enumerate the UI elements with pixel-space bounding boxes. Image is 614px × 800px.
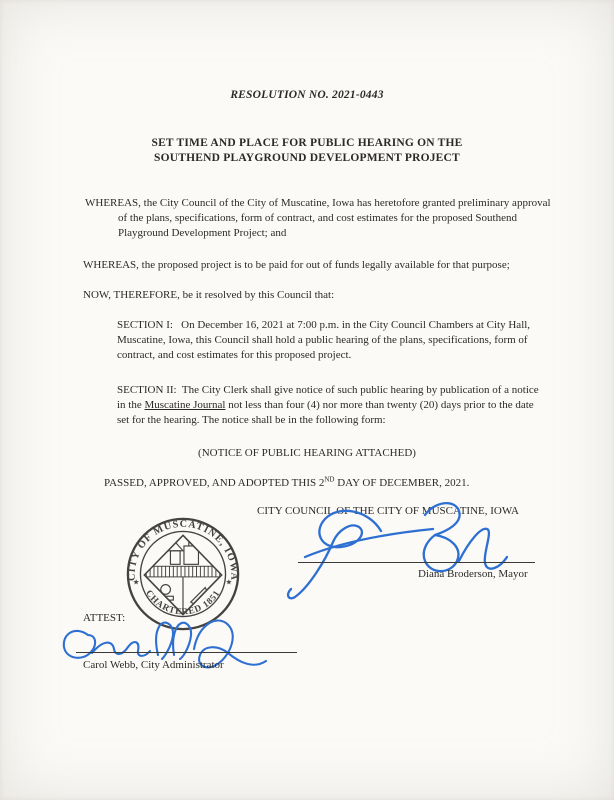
document-heading: [0, 136, 614, 166]
mayor-signature-ink: [283, 497, 518, 609]
seal-text-top: CITY OF MUSCATINE, IOWA: [126, 518, 240, 582]
resolving-clause: NOW, THEREFORE, be it resolved by this Council that:: [83, 289, 335, 301]
passed-ordinal-suffix: ND: [324, 475, 335, 484]
seal-star-left-icon: ★: [132, 577, 140, 587]
clerk-signature-line: [76, 652, 297, 653]
section-2-text-pre: SECTION II: The City Clerk shall give notice of such public hearing by publication of a notice in the: [117, 384, 542, 411]
council-signature-heading: CITY COUNCIL OF THE CITY OF MUSCATINE, IOWA: [257, 505, 519, 517]
seal-star-right-icon: ★: [225, 577, 233, 587]
passed-text-pre: PASSED, APPROVED, AND ADOPTED THIS 2: [104, 477, 325, 489]
section-2-text-post: not less than four (4) nor more than twenty (20) days prior to the date set for the hearing. The notice shall be in the following form:: [117, 399, 537, 426]
notice-attached-line: (NOTICE OF PUBLIC HEARING ATTACHED): [198, 447, 416, 459]
section-2-publication-name: Muscatine Journal: [144, 399, 226, 411]
mayor-name: Diana Broderson, Mayor: [418, 568, 528, 580]
whereas-clause-1: WHEREAS, the City Council of the City of Muscatine, Iowa has heretofore granted preliminary approval of the plans, specifications, form of contract, and cost estimates for the proposed Southend Playground Development Project; and: [85, 197, 551, 239]
clerk-name: Carol Webb, City Administrator: [83, 659, 224, 671]
seal-text-bottom: CHARTERED 1851: [144, 588, 222, 617]
mayor-signature-line: [298, 562, 535, 563]
passed-adopted-line: [104, 476, 469, 491]
heading-line-2: SOUTHEND PLAYGROUND DEVELOPMENT PROJECT: [154, 152, 460, 164]
whereas-clause-2: WHEREAS, the proposed project is to be paid for out of funds legally available for that purpose;: [83, 259, 510, 271]
heading-line-1: SET TIME AND PLACE FOR PUBLIC HEARING ON THE: [151, 137, 463, 149]
section-2-paragraph: [117, 383, 547, 428]
section-1-paragraph: SECTION I: On December 16, 2021 at 7:00 p.m. in the City Council Chambers at City Hall, Muscatine, Iowa, this Council shall hold a public hearing of the plans, specifications, form of contract, and cost estimates for this proposed project.: [117, 319, 533, 361]
page-title: RESOLUTION NO. 2021-0443: [230, 89, 384, 101]
passed-text-post: DAY OF DECEMBER, 2021.: [334, 477, 470, 489]
attest-label: ATTEST:: [83, 612, 126, 624]
